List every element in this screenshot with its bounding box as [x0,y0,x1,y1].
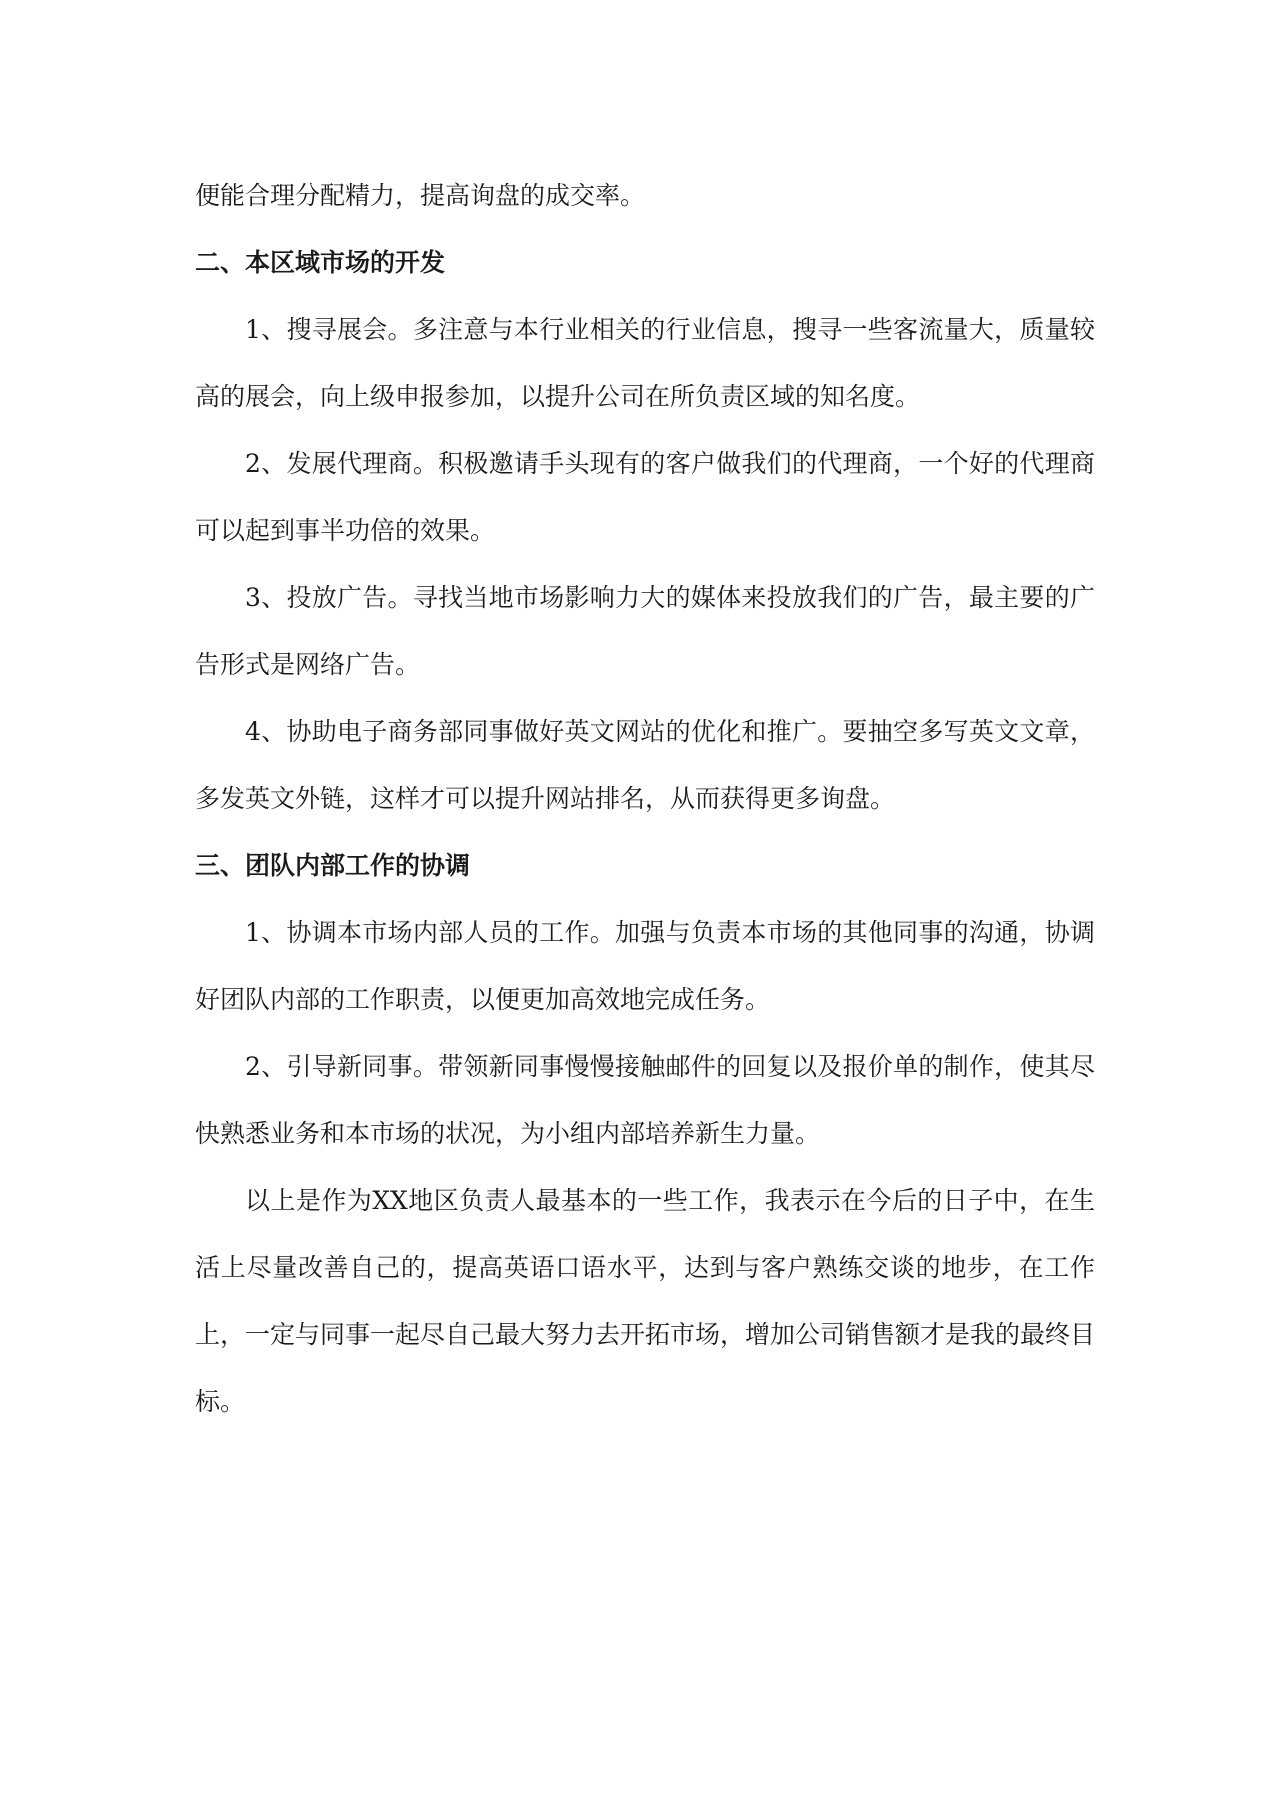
document-body [195,162,1095,1435]
paragraph-conclusion: 以上是作为XX地区负责人最基本的一些工作，我表示在今后的日子中，在生活上尽量改善自己的，提高英语口语水平，达到与客户熟练交谈的地步，在工作上，一定与同事一起尽自己最大努力去开拓市场，增加公司销售额才是我的最终目标。 [195,1186,1096,1416]
paragraph-item: 2、发展代理商。积极邀请手头现有的客户做我们的代理商，一个好的代理商可以起到事半功倍的效果。 [195,449,1095,545]
section-heading-3: 三、团队内部工作的协调 [195,851,471,880]
paragraph-item: 2、引导新同事。带领新同事慢慢接触邮件的回复以及报价单的制作，使其尽快熟悉业务和本市场的状况，为小组内部培养新生力量。 [195,1052,1095,1148]
paragraph-item: 4、协助电子商务部同事做好英文网站的优化和推广。要抽空多写英文文章，多发英文外链，这样才可以提升网站排名，从而获得更多询盘。 [195,717,1095,813]
paragraph-continuation: 便能合理分配精力，提高询盘的成交率。 [195,181,646,210]
paragraph-item: 1、协调本市场内部人员的工作。加强与负责本市场的其他同事的沟通，协调好团队内部的工作职责，以便更加高效地完成任务。 [195,918,1095,1014]
paragraph-item: 1、搜寻展会。多注意与本行业相关的行业信息，搜寻一些客流量大，质量较高的展会，向上级申报参加，以提升公司在所负责区域的知名度。 [195,315,1095,411]
paragraph-item: 3、投放广告。寻找当地市场影响力大的媒体来投放我们的广告，最主要的广告形式是网络广告。 [195,583,1095,679]
section-heading-2: 二、本区域市场的开发 [195,248,446,277]
